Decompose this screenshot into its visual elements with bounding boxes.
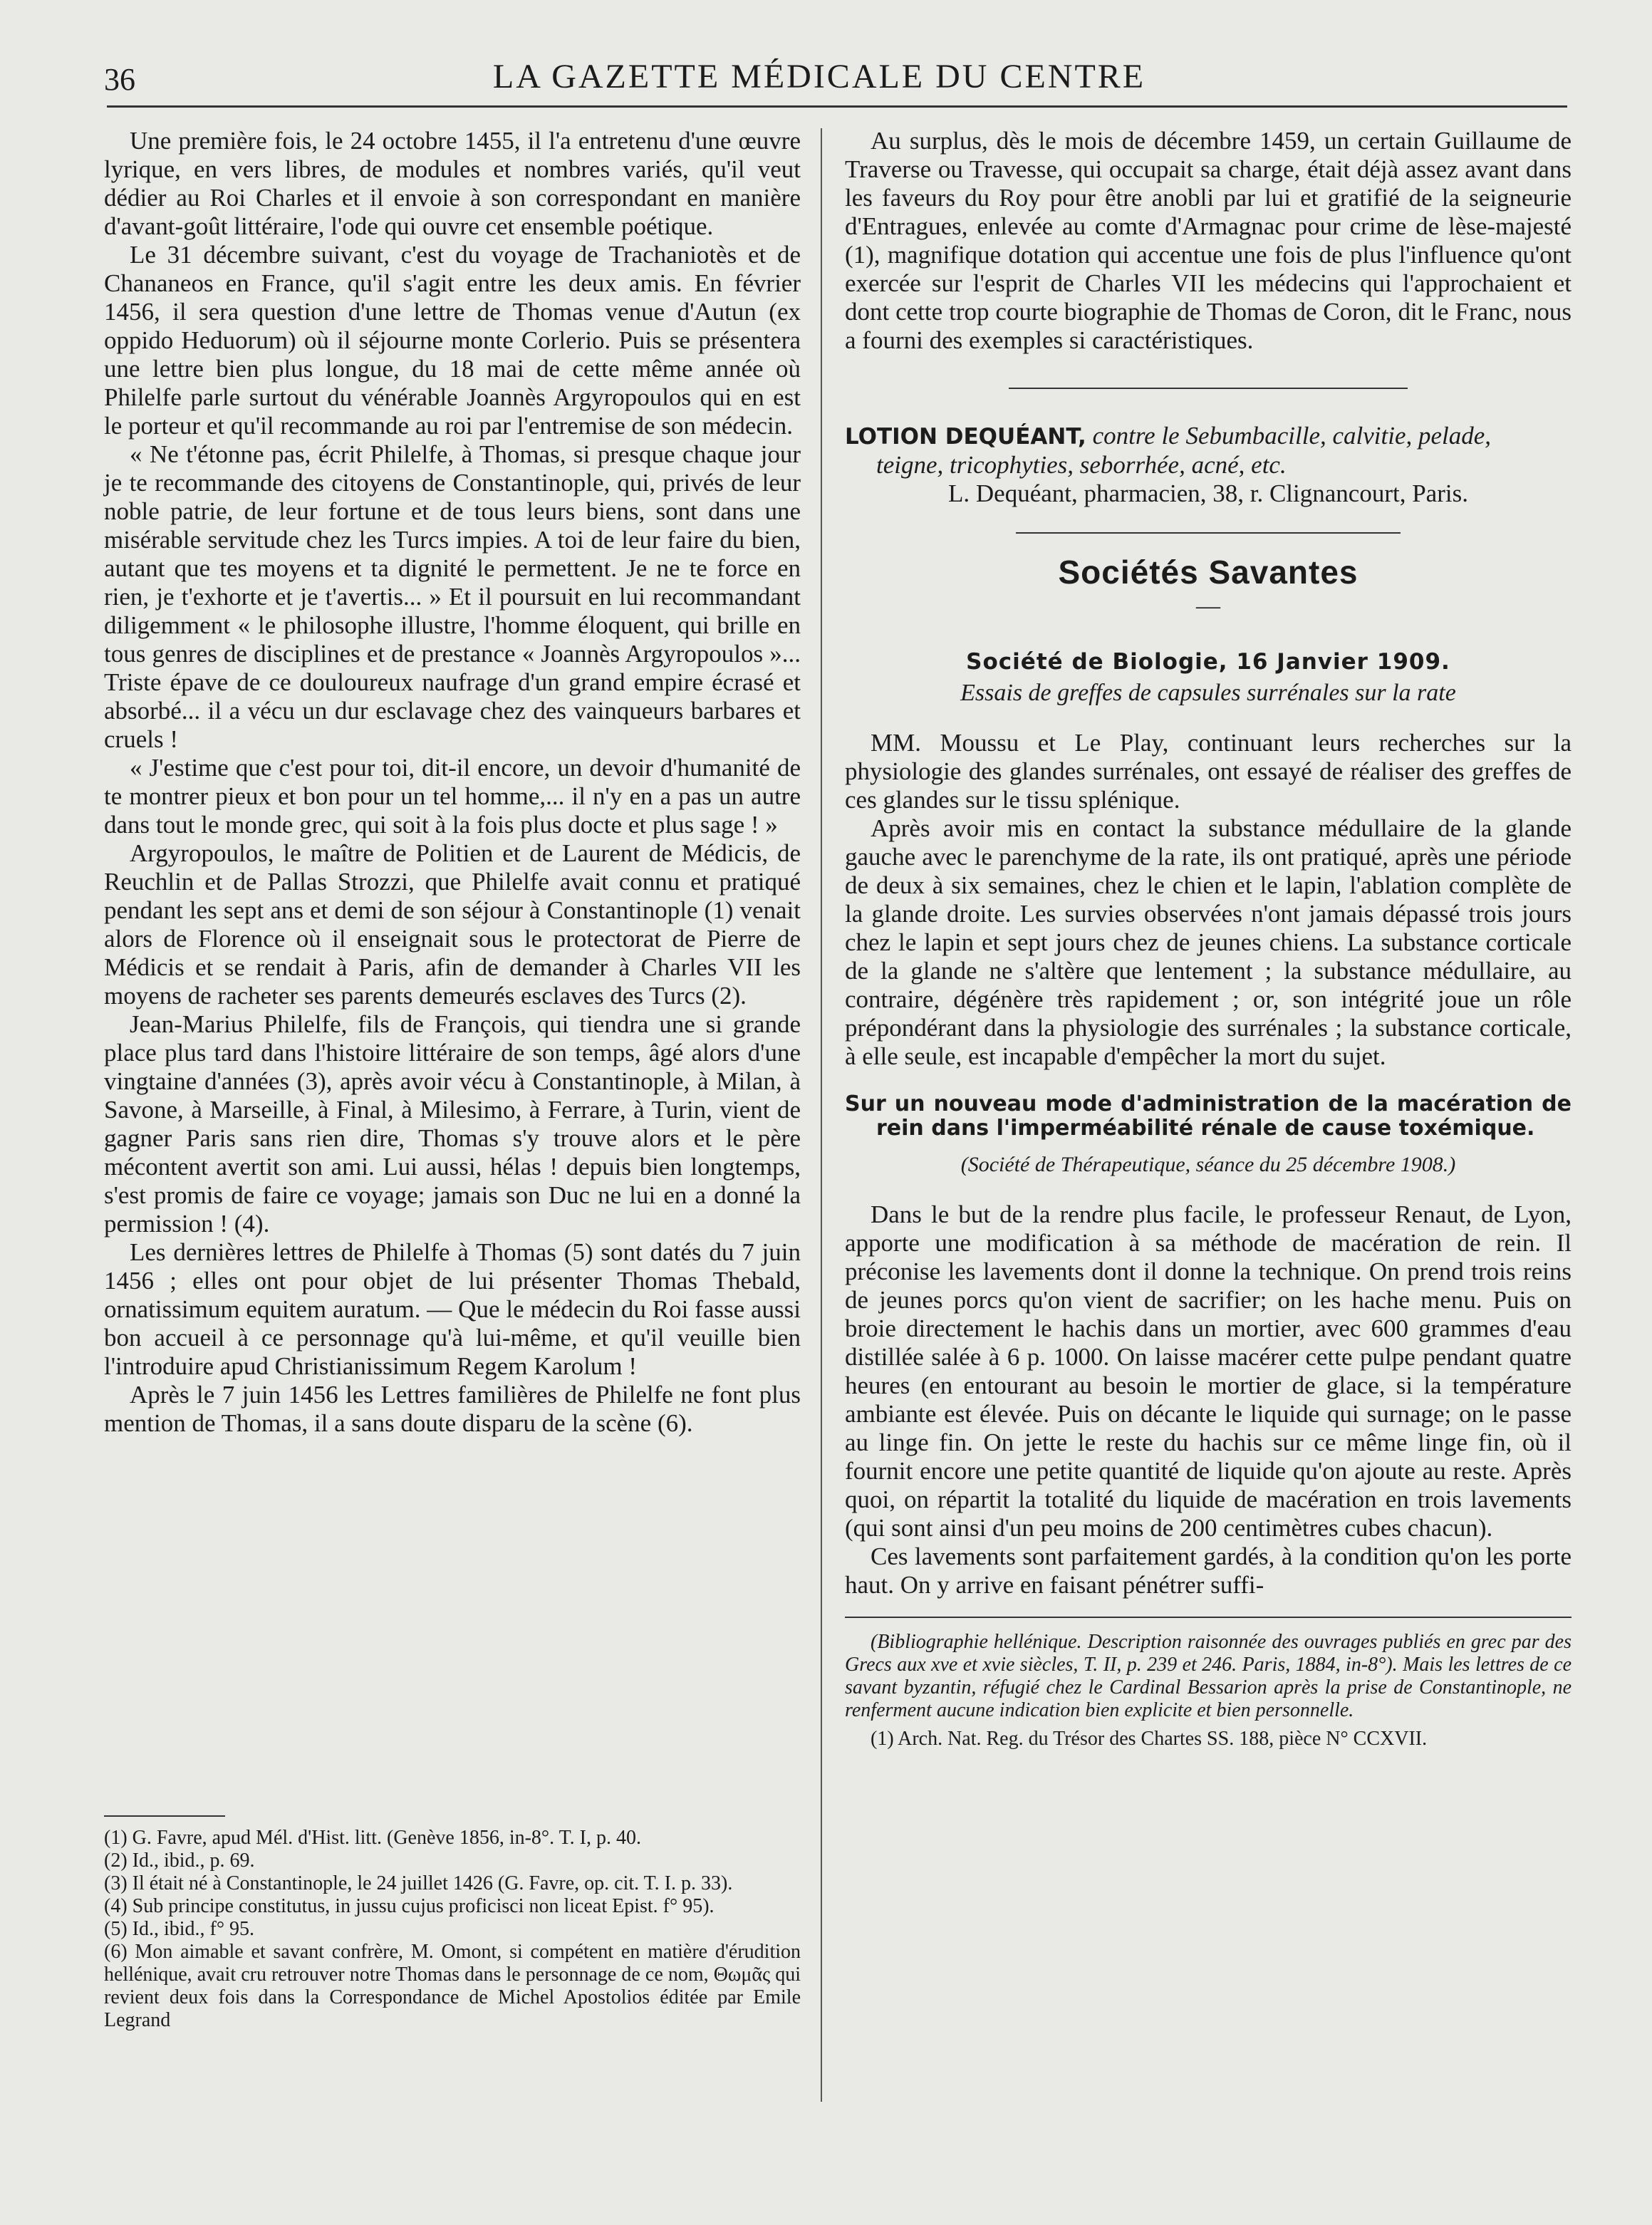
article-source: (Société de Thérapeutique, séance du 25 décembre 1908.): [960, 1153, 1456, 1176]
ad-line-3: L. Dequéant, pharmacien, 38, r. Clignancourt, Paris.: [948, 479, 1468, 507]
footnote: (1) G. Favre, apud Mél. d'Hist. litt. (Genève 1856, in-8°. T. I, p. 40.: [104, 1827, 641, 1849]
article-subtitle: Essais de greffes de capsules surrénales sur la rate: [960, 680, 1456, 706]
advertisement: [845, 422, 1572, 508]
left-paragraph: « J'estime que c'est pour toi, dit-il encore, un devoir d'humanité de te montrer pieux et bon pour un tel homme,... il n'y en a pas un autre dans tout le monde grec, qui soit à la fois plus docte et plus sage ! »: [104, 754, 801, 839]
article-paragraph: MM. Moussu et Le Play, continuant leurs recherches sur la physiologie des glandes surrénales, ont essayé de réaliser des greffes de ces glandes sur le tissu splénique.: [845, 729, 1572, 814]
ad-line-1-rest: contre le Sebumbacille, calvitie, pelade,: [1086, 422, 1492, 450]
footnote: (5) Id., ibid., f° 95.: [104, 1918, 255, 1940]
ad-line-2: teigne, tricophyties, seborrhée, acné, etc.: [876, 451, 1287, 479]
article-paragraph: Dans le but de la rendre plus facile, le professeur Renaut, de Lyon, apporte une modification à sa méthode de macération de rein. Il préconise les lavements dont il donne la technique. On prend trois reins de jeunes porcs qu'on vient de sacrifier; on les hache menu. Puis on broie directement le hachis dans un mortier, avec 600 grammes d'eau distillée salée à 6 p. 1000. On laisse macérer cette pulpe pendant quatre heures (en entourant au besoin le mortier de glace, si la température ambiante est élevée. Puis on décante le liquide qui surnage; on le passe au linge fin. On jette le reste du hachis sur ce même linge fin, où il fournit encore une petite quantité de liquide qu'on ajoute au reste. Après quoi, on répartit la totalité du liquide de macération en trois lavements (qui sont ainsi d'un peu moins de 200 centimètres cubes chacun).: [845, 1200, 1572, 1542]
left-paragraph: Les dernières lettres de Philelfe à Thomas (5) sont datés du 7 juin 1456 ; elles ont pour objet de lui présenter Thomas Thebald, ornatissimum equitem auratum. — Que le médecin du Roi fasse aussi bon accueil à ce personnage qu'à lui-même, et qu'il veuille bien l'introduire apud Christianissimum Regem Karolum !: [104, 1238, 801, 1380]
article-therapeutique: [845, 1092, 1572, 1599]
footnote: (1) Arch. Nat. Reg. du Trésor des Chartes SS. 188, pièce N° CCXVII.: [871, 1728, 1428, 1750]
article-paragraph: Après avoir mis en contact la substance médullaire de la glande gauche avec le parenchyme de la rate, ils ont pratiqué, après une période de deux à six semaines, chez le chien et le lapin, l'ablation complète de la glande droite. Les survies observées n'ont jamais dépassé trois jours chez le lapin et sept jours chez de jeunes chiens. La substance corticale de la glande ne s'altère que lentement ; la substance médullaire, au contraire, dégénère très rapidement ; or, son intégrité joue un rôle prépondérant dans la physiologie des surrénales ; la substance corticale, à elle seule, est incapable d'empêcher la mort du sujet.: [845, 814, 1572, 1070]
footnote: (4) Sub principe constitutus, in jussu cujus proficisci non liceat Epist. f° 95).: [104, 1895, 715, 1917]
section-title: Sociétés Savantes: [1058, 554, 1359, 591]
ad-line-1: [845, 422, 1572, 451]
left-paragraph: « Ne t'étonne pas, écrit Philelfe, à Thomas, si presque chaque jour je te recommande des citoyens de Constantinople, qui, privés de leur noble patrie, de leur fortune et de tous leurs biens, sont dans une misérable servitude chez les Turcs impies. A toi de leur faire du bien, autant que tes moyens et ta dignité le permettent. Je ne te force en rien, je t'exhorte et je t'avertis... » Et il poursuit en lui recommandant diligemment « le philosophe illustre, l'homme éloquent, qui brille en tous genres de disciplines et de prestance « Joannès Argyropoulos »... Triste épave de ce douloureux naufrage d'un grand empire écrasé et absorbé... il a vécu un dur esclavage chez des vainqueurs barbares et cruels !: [104, 440, 801, 753]
header-rule: [107, 105, 1567, 108]
ad-product-name: LOTION DEQUÉANT,: [845, 424, 1086, 450]
intro-paragraph: Au surplus, dès le mois de décembre 1459, un certain Guillaume de Traverse ou Travesse, qui occupait sa charge, était déjà assez avant dans les faveurs du Roy pour être anobli par lui et gratifié de la seigneurie d'Entragues, enlevée au comte d'Armagnac pour crime de lèse-majesté (1), magnifique dotation qui accentue une fois de plus l'influence qu'ont exercée sur l'esprit de Charles VII les médecins qui l'approchaient et dont cette trop courte biographie de Thomas de Coron, dit le Franc, nous a fourni des exemples si caractéristiques.: [845, 127, 1572, 354]
right-footnote-rule: [845, 1617, 1572, 1618]
left-paragraph: Argyropoulos, le maître de Politien et de Laurent de Médicis, de Reuchlin et de Pallas Strozzi, que Philelfe avait connu et pratiqué pendant les sept ans et demi de son séjour à Constantinople (1) venait alors de Florence où il enseignait sous le protectorat de Pierre de Médicis et se rendait à Paris, afin de demander à Charles VII les moyens de racheter ses parents demeurés esclaves des Turcs (2).: [104, 839, 801, 1010]
footnote: (2) Id., ibid., p. 69.: [104, 1850, 255, 1872]
right-column: [845, 127, 1572, 1751]
section-dash: —: [1196, 593, 1220, 619]
article-paragraph: Ces lavements sont parfaitement gardés, à la condition qu'on les porte haut. On y arrive en faisant pénétrer suffi-: [845, 1542, 1572, 1599]
separator-rule: [1009, 388, 1408, 389]
left-paragraph: Après le 7 juin 1456 les Lettres familières de Philelfe ne font plus mention de Thomas, il a sans doute disparu de la scène (6).: [104, 1381, 801, 1437]
column-divider: [821, 128, 822, 2102]
left-column: [104, 127, 801, 1438]
footnote: (3) Il était né à Constantinople, le 24 juillet 1426 (G. Favre, op. cit. T. I. p. 33).: [104, 1872, 733, 1894]
footnote: (6) Mon aimable et savant confrère, M. Omont, si compétent en matière d'érudition hellénique, avait cru retrouver notre Thomas dans le personnage de ce nom, Θωμᾶς qui revient deux fois dans la Correspondance de Michel Apostolios éditée par Emile Legrand: [104, 1941, 801, 2031]
left-paragraph: Jean-Marius Philelfe, fils de François, qui tiendra une si grande place plus tard dans l'histoire littéraire de son temps, âgé alors d'une vingtaine d'années (3), après avoir vécu à Constantinople, à Milan, à Savone, à Marseille, à Final, à Milesimo, à Ferrare, à Turin, vient de gagner Paris sans rien dire, Thomas s'y trouve alors et le père mécontent avertit son ami. Lui aussi, hélas ! depuis bien longtemps, s'est promis de faire ce voyage; jamais son Duc ne lui en a donné la permission ! (4).: [104, 1010, 801, 1238]
footnote-rule: [104, 1815, 225, 1817]
separator-rule: [1016, 532, 1401, 534]
running-title: LA GAZETTE MÉDICALE DU CENTRE: [492, 58, 1146, 95]
article-title: Sur un nouveau mode d'administration de la macération de rein dans l'imperméabilité rénale de cause toxémique.: [845, 1091, 1572, 1141]
footnote: (Bibliographie hellénique. Description raisonnée des ouvrages publiés en grec par des Grecs aux xve et xvie siècles, T. II, p. 239 et 246. Paris, 1884, in-8°). Mais les lettres de ce savant byzantin, réfugié chez le Cardinal Bessarion après la prise de Constantinople, ne renferment aucune indication bien explicite et bien personnelle.: [845, 1631, 1572, 1721]
left-footnotes: [104, 1815, 801, 2032]
page-number: 36: [104, 62, 135, 97]
article-title: Société de Biologie, 16 Janvier 1909.: [966, 649, 1450, 675]
article-biologie: [845, 648, 1572, 1071]
left-paragraph: Le 31 décembre suivant, c'est du voyage de Trachaniotès et de Chananeos en France, qu'il s'agit entre les deux amis. En février 1456, il sera question d'une lettre de Thomas venue d'Autun (ex oppido Heduorum) où il séjourne monte Corlerio. Puis se présentera une lettre bien plus longue, du 18 mai de cette même année où Philelfe parle surtout du vénérable Joannès Argyropoulos qui en est le porteur et qu'il recommande au roi par l'entremise de son médecin.: [104, 241, 801, 440]
left-paragraph: Une première fois, le 24 octobre 1455, il l'a entretenu d'une œuvre lyrique, en vers libres, de modules et nombres variés, qu'il veut dédier au Roi Charles et il envoie à son correspondant en manière d'avant-goût littéraire, l'ode qui ouvre cet ensemble poétique.: [104, 127, 801, 240]
